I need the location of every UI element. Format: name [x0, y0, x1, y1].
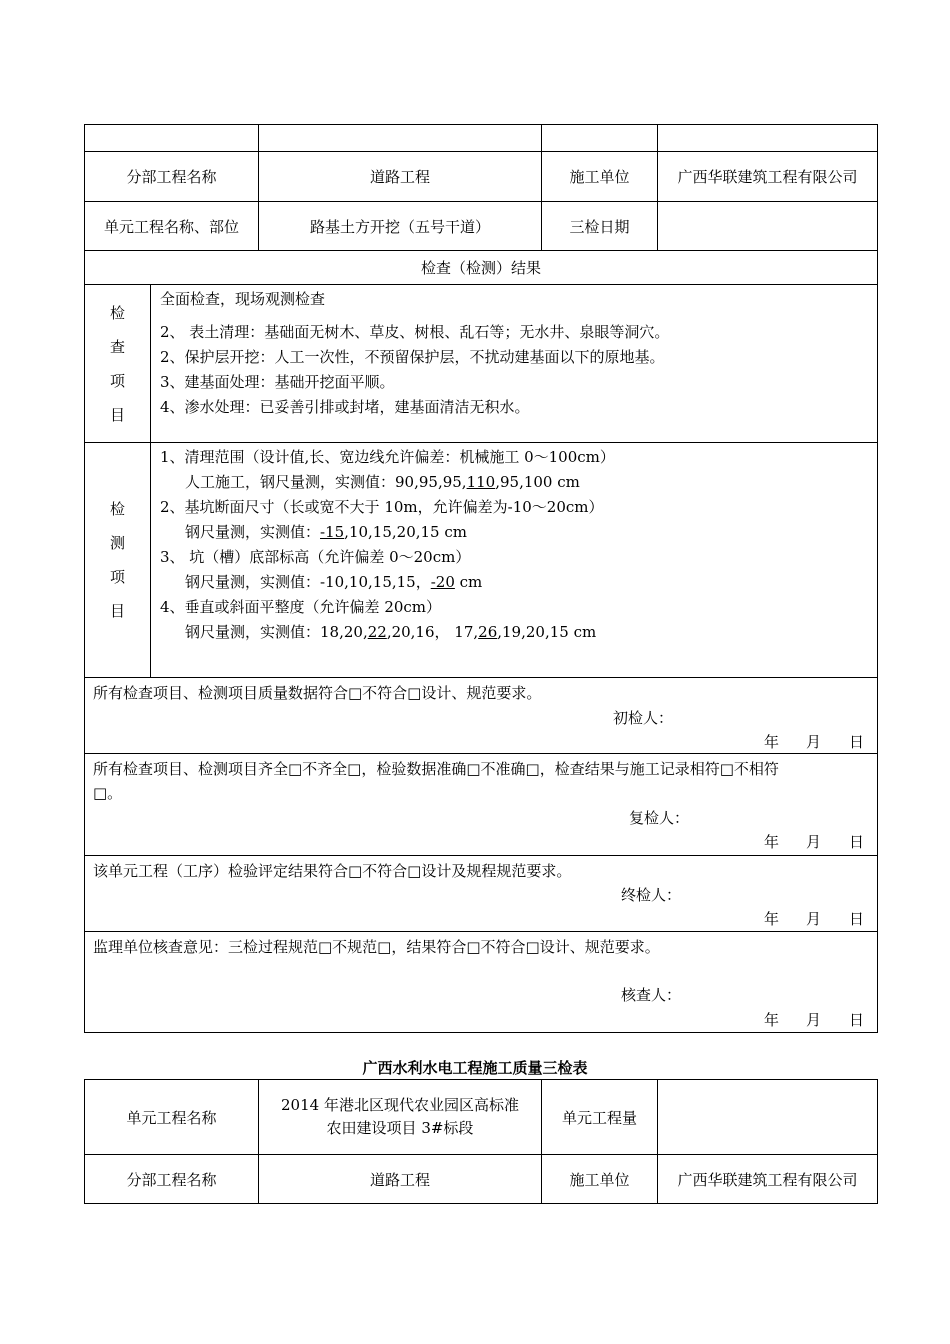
inspection-form-header-table [84, 1079, 878, 1204]
testing-line-4: 钢尺量测，实测值：-15,10,15,20,15 cm [185, 523, 467, 541]
inspection-line: 全面检查，现场观测检查 [160, 290, 326, 308]
testing-line-5: 3、 坑（槽）底部标高（允许偏差 0～20cm） [160, 548, 471, 566]
supervisor-statement: 监理单位核查意见：三检过程规范□不规范□，结果符合□不符合□设计、规范要求。 [93, 938, 660, 956]
first-check-year: 年 [764, 733, 780, 751]
unit-project-label-2: 单元工程名称 [85, 1080, 259, 1155]
final-check-row [85, 856, 878, 932]
contractor-label: 施工单位 [542, 152, 658, 202]
first-check-day: 日 [849, 733, 865, 751]
results-header: 检查（检测）结果 [85, 251, 878, 285]
second-check-row [85, 754, 878, 856]
second-check-statement: 所有检查项目、检测项目齐全□不齐全□，检验数据准确□不准确□，检查结果与施工记录相符□不相符 [93, 760, 779, 778]
unit-project-row-2 [85, 1080, 878, 1155]
final-check-statement: 该单元工程（工序）检验评定结果符合□不符合□设计及规程规范要求。 [93, 862, 572, 880]
blank-top-row [85, 125, 878, 152]
testing-items-row [85, 443, 878, 678]
sub-project-row-2 [85, 1155, 878, 1204]
sub-project-value-2: 道路工程 [259, 1155, 542, 1204]
first-check-row [85, 678, 878, 754]
first-check-signer: 初检人： [613, 709, 674, 727]
supervisor-day: 日 [849, 1011, 865, 1029]
check-date-label: 三检日期 [542, 202, 658, 251]
second-check-signer: 复检人： [629, 809, 690, 827]
first-check-statement: 所有检查项目、检测项目质量数据符合□不符合□设计、规范要求。 [93, 684, 542, 702]
final-check-day: 日 [849, 910, 865, 928]
supervisor-row [85, 932, 878, 1033]
inspection-line: 2、 表土清理：基础面无树木、草皮、树根、乱石等；无水井、泉眼等洞穴。 [160, 323, 670, 341]
testing-items-content [151, 443, 878, 678]
unit-project-label: 单元工程名称、部位 [85, 202, 259, 251]
inspection-form-table [84, 124, 878, 1033]
unit-project-value: 路基土方开挖（五号干道） [259, 202, 542, 251]
inspection-line: 2、保护层开挖：人工一次性，不预留保护层，不扰动建基面以下的原地基。 [160, 348, 665, 366]
testing-line-6: 钢尺量测，实测值：-10,10,15,15，-20 cm [185, 573, 483, 591]
final-check-year: 年 [764, 910, 780, 928]
check-date-value [658, 202, 878, 251]
second-check-statement-cont: □。 [93, 784, 123, 802]
unit-project-row [85, 202, 878, 251]
testing-line-2: 人工施工，钢尺量测，实测值：90,95,95,110,95,100 cm [185, 473, 580, 491]
inspection-items-row [85, 285, 878, 443]
sub-project-label-2: 分部工程名称 [85, 1155, 259, 1204]
supervisor-month: 月 [806, 1011, 822, 1029]
second-check-year: 年 [764, 833, 780, 851]
testing-line-7: 4、垂直或斜面平整度（允许偏差 20cm） [160, 598, 442, 616]
first-check-month: 月 [806, 733, 822, 751]
final-check-month: 月 [806, 910, 822, 928]
inspection-line: 4、渗水处理：已妥善引排或封堵，建基面清洁无积水。 [160, 398, 530, 416]
sub-project-row [85, 152, 878, 202]
unit-quantity-value [658, 1080, 878, 1155]
results-header-row [85, 251, 878, 285]
form-title: 广西水利水电工程施工质量三检表 [362, 1059, 588, 1077]
sub-project-label: 分部工程名称 [85, 152, 259, 202]
contractor-value-2: 广西华联建筑工程有限公司 [658, 1155, 878, 1204]
testing-line-1: 1、清理范围（设计值,长、宽边线允许偏差：机械施工 0～100cm） [160, 448, 615, 466]
testing-line-3: 2、基坑断面尺寸（长或宽不大于 10m，允许偏差为-10～20cm） [160, 498, 604, 516]
final-check-signer: 终检人： [621, 886, 682, 904]
second-check-month: 月 [806, 833, 822, 851]
contractor-label-2: 施工单位 [542, 1155, 658, 1204]
unit-quantity-label: 单元工程量 [542, 1080, 658, 1155]
testing-items-label: 检 测 项 目 [85, 443, 151, 678]
inspection-line: 3、建基面处理：基础开挖面平顺。 [160, 373, 395, 391]
supervisor-year: 年 [764, 1011, 780, 1029]
inspection-items-label: 检 查 项 目 [85, 285, 151, 443]
contractor-value: 广西华联建筑工程有限公司 [658, 152, 878, 202]
testing-line-8: 钢尺量测，实测值：18,20,22,20,16， 17,26,19,20,15 cm [185, 623, 597, 641]
supervisor-signer: 核查人： [621, 986, 682, 1004]
inspection-items-content [151, 285, 878, 443]
unit-project-value-2: 2014 年港北区现代农业园区高标准 农田建设项目 3#标段 [259, 1080, 542, 1155]
sub-project-value: 道路工程 [259, 152, 542, 202]
second-check-day: 日 [849, 833, 865, 851]
